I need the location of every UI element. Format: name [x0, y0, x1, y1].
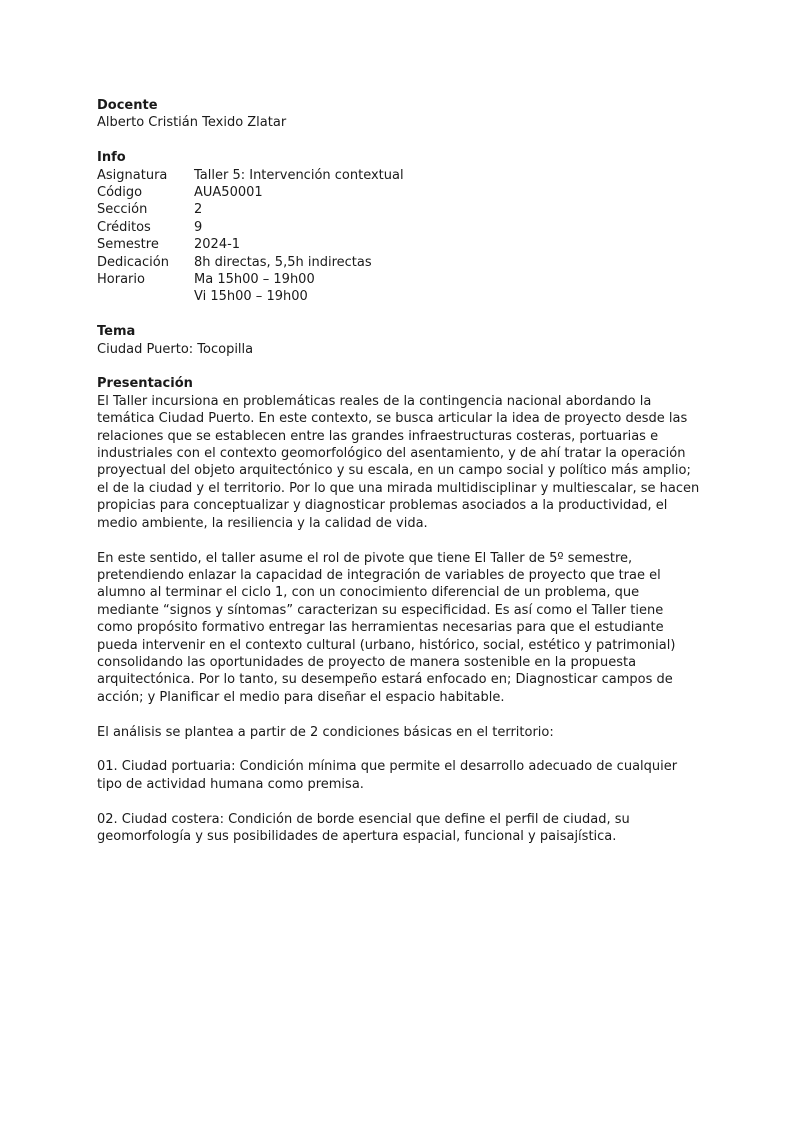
spacer: [97, 532, 703, 549]
info-row: [97, 236, 703, 253]
info-heading: Info: [97, 150, 126, 166]
spacer: [97, 793, 703, 810]
info-key: Asignatura: [97, 167, 168, 183]
paragraph: En este sentido, el taller asume el rol de pivote que tiene El Taller de 5º semestre, pretendiendo enlazar la capacidad de integración de variables de proyecto que trae el alumno al terminar el ciclo 1, con un conocimiento diferencial de un problema, que mediante “signos y síntomas” caracterizan su especificidad. Es así como el Taller tiene como propósito formativo entregar las herramientas necesarias para que el estudiante pueda intervenir en el contexto cultural (urbano, histórico, social, estético y patrimonial) consolidando las oportunidades de proyecto de manera sostenible en la propuesta arquitectónica. Por lo tanto, su desempeño estará enfocado en; Diagnosticar campos de acción; y Planificar el medio para diseñar el espacio habitable.: [97, 550, 676, 705]
spacer: [97, 358, 703, 375]
info-value: 9: [194, 219, 203, 235]
info-value: 2024-1: [194, 237, 241, 253]
info-row: [97, 254, 703, 271]
docente-heading: Docente: [97, 98, 158, 113]
info-key: Sección: [97, 202, 148, 218]
info-row: [97, 201, 703, 218]
document-page: [97, 97, 703, 845]
info-key: Horario: [97, 272, 145, 288]
info-value: Vi 15h00 – 19h00: [194, 289, 308, 305]
info-value: Taller 5: Intervención contextual: [194, 167, 404, 183]
docente-section: [97, 97, 703, 132]
paragraph: El Taller incursiona en problemáticas reales de la contingencia nacional abordando la temática Ciudad Puerto. En este contexto, se busca articular la idea de proyecto desde las relaciones que se establecen entre las grandes infraestructuras costeras, portuarias e industriales con el contexto geomorfológico del asentamiento, y de ahí tratar la operación proyectual del objeto arquitectónico y su escala, en un campo social y político más amplio; el de la ciudad y el territorio. Por lo que una mirada multidisciplinar y multiescalar, se hacen propicias para conceptualizar y diagnosticar problemas asociados a la productividad, el medio ambiente, la resiliencia y la calidad de vida.: [97, 393, 700, 531]
docente-name: Alberto Cristián Texido Zlatar: [97, 115, 287, 131]
info-section: [97, 149, 703, 306]
paragraph-condition-2: 02. Ciudad costera: Condición de borde esencial que define el perfil de ciudad, su geomorfología y sus posibilidades de apertura espacial, funcional y paisajística.: [97, 811, 630, 844]
tema-heading: Tema: [97, 324, 136, 340]
info-row: [97, 288, 703, 305]
tema-section: [97, 323, 703, 358]
info-row: [97, 219, 703, 236]
paragraph-condition-1: 01. Ciudad portuaria: Condición mínima que permite el desarrollo adecuado de cualquier tipo de actividad humana como premisa.: [97, 759, 678, 792]
info-row: [97, 184, 703, 201]
presentacion-section: [97, 375, 703, 845]
info-value: AUA50001: [194, 185, 263, 201]
presentacion-heading: Presentación: [97, 376, 193, 392]
info-key: Semestre: [97, 237, 159, 253]
spacer: [97, 706, 703, 723]
info-value: 2: [194, 202, 203, 218]
info-key: Código: [97, 185, 143, 201]
tema-value: Ciudad Puerto: Tocopilla: [97, 341, 254, 357]
spacer: [97, 132, 703, 149]
info-table: [97, 167, 703, 306]
info-key: [97, 288, 194, 305]
info-row: [97, 271, 703, 288]
info-key: Créditos: [97, 219, 151, 235]
spacer: [97, 306, 703, 323]
info-row: [97, 167, 703, 184]
info-value: 8h directas, 5,5h indirectas: [194, 254, 372, 270]
info-value: Ma 15h00 – 19h00: [194, 272, 315, 288]
info-key: Dedicación: [97, 254, 169, 270]
paragraph: El análisis se plantea a partir de 2 condiciones básicas en el territorio:: [97, 724, 554, 740]
spacer: [97, 741, 703, 758]
